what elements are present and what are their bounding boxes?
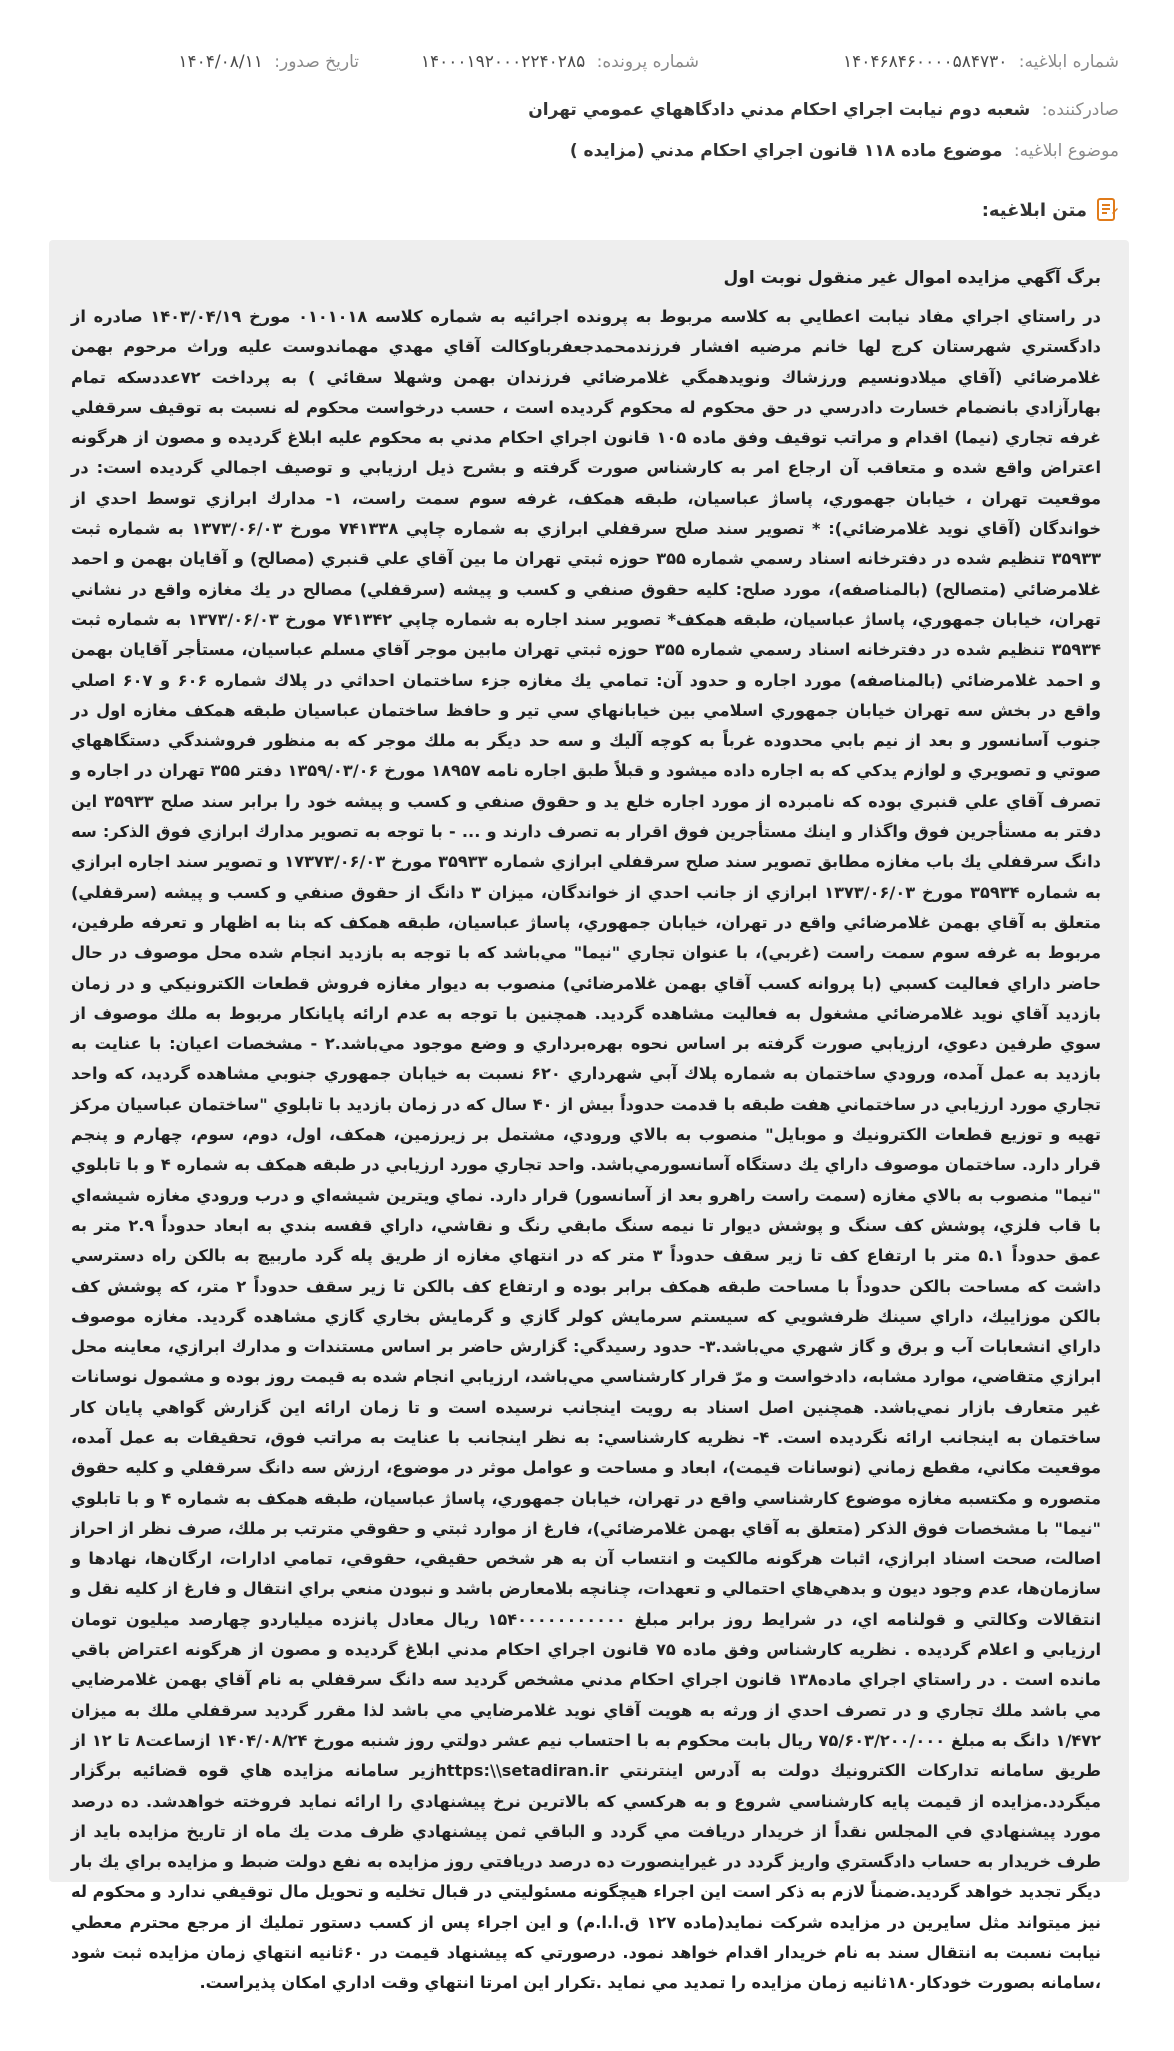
case-number-label: شماره پرونده: [596, 52, 699, 72]
subject: موضوع ماده ۱۱۸ قانون اجراي احکام مدني (مزایده ) [569, 141, 1003, 161]
section-title [982, 197, 1119, 223]
section-title-label: متن ابلاغیه: [981, 199, 1087, 221]
notice-number-field [843, 52, 1119, 72]
subject-row [55, 141, 1119, 161]
notice-heading: برگ آگهي مزايده اموال غير منقول نوبت اول [723, 268, 1101, 288]
issuer-label: صادرکننده: [1041, 100, 1119, 120]
header-meta-row [55, 52, 1119, 78]
subject-label: موضوع ابلاغیه: [1013, 141, 1119, 161]
issuer-row [55, 100, 1119, 120]
notice-body-card [49, 240, 1129, 1993]
notice-body-text: در راستاي اجراي مفاد نيابت اعطايي به كلاسه مربوط به پرونده اجرائيه به شماره كلاسه ۰۱۰۱۰۱۸ مورخ ۱۴۰۳/۰۴/۱۹ صادره از دادگستري شهرستان كرج لها خانم مرضيه افشار فرزندمحمدجعفرباوكالت آقاي مهدي مهماندوست عليه وراث مرحوم بهمن غلامرضائي (آقاي ميلادونسيم ورزشاك ونويدهمگي غلامرضائي فرزندان بهمن وشهلا سقائي ) به پرداخت ۷۲عددسكه تمام بهارآزادي بانضمام خسارت دادرسي در حق محكوم له محكوم گرديده است ، حسب درخواست محكوم له نسبت به توقيف سرقفلي غرفه تجاري (نيما) اقدام و مراتب توقيف وفق ماده ۱۰۵ قانون اجراي احكام مدني به محكوم عليه ابلاغ گرديده و مصون از هرگونه اعتراض واقع شده و متعاقب آن ارجاع امر به كارشناس صورت گرفته و بشرح ذيل ارزيابي و توصيف اجمالي گرديده است: در موقعيت تهران ، خيابان جهموري، پاساژ عباسيان، طبقه همكف، غرفه سوم سمت راست، ۱- مدارك ابرازي توسط احدي از خواندگان (آقاي نويد غلامرضائي): * تصوير سند صلح سرقفلي ابرازي به شماره چاپي ۷۴۱۳۳۸ مورخ ۱۳۷۳/۰۶/۰۳ به شماره ثبت ۳۵۹۳۳ تنظيم شده در دفترخانه اسناد رسمي شماره ۳۵۵ حوزه ثبتي تهران ما بين آقاي علي قنبري (مصالح) و آقايان بهمن و احمد غلامرضائي (متصالح) (بالمناصفه)، مورد صلح: كليه حقوق صنفي و كسب و پيشه (سرقفلي) مصالح در يك مغازه واقع در نشاني تهران، خيابان جمهوري، پاساژ عباسيان، طبقه همكف* تصوير سند اجاره به شماره چاپي ۷۴۱۳۴۲ مورخ ۱۳۷۳/۰۶/۰۳ به شماره ثبت ۳۵۹۳۴ تنظيم شده در دفترخانه اسناد رسمي شماره ۳۵۵ حوزه ثبتي تهران مابين موجر آقاي مسلم عباسيان، مستأجر آقايان بهمن و احمد غلامرضائي (بالمناصفه) مورد اجاره و حدود آن: تمامي يك مغازه جزء ساختمان احداثي در پلاك شماره ۶۰۶ و ۶۰۷ اصلي واقع در بخش سه تهران خيابان جمهوري اسلامي بين خيابانهاي سي تير و حافظ ساختمان عباسيان طبقه همكف مغازه اول در جنوب آسانسور و بعد از نيم بابي محدوده غرباً به كوچه آليك و سه حد ديگر به ملك موجر كه به منظور فروشندگي دستگاههاي صوتي و تصويري و لوازم يدكي كه به اجاره داده ميشود و قبلاً طبق اجاره نامه ۱۸۹۵۷ مورخ ۱۳۵۹/۰۳/۰۶ دفتر ۳۵۵ تهران در اجاره و تصرف آقاي علي قنبري بوده كه نامبرده از مورد اجاره خلع يد و حقوق صنفي و كسب و پيشه خود را برابر سند صلح ۳۵۹۳۳ اين دفتر به مستأجرين فوق واگذار و اينك مستأجرين فوق اقرار به تصرف دارند و ... - با توجه به تصوير مدارك ابرازي فوق الذكر: سه دانگ سرقفلي يك باب مغازه مطابق تصوير سند صلح سرقفلي ابرازي شماره ۳۵۹۳۳ مورخ ۱۷۳۷۳/۰۶/۰۳ و تصوير سند اجاره ابرازي به شماره ۳۵۹۳۴ مورخ ۱۳۷۳/۰۶/۰۳ ابرازي از جانب احدي از خواندگان، ميزان ۳ دانگ از حقوق صنفي و كسب و پيشه (سرقفلي) متعلق به آقاي بهمن غلامرضائي واقع در تهران، خيابان جمهوري، پاساژ عباسيان، طبقه همكف كه بنا به اظهار و تعرفه طرفين، مربوط به غرفه سوم سمت راست (غربي)، با عنوان تجاري "نيما" مي‌باشد كه با توجه به بازديد انجام شده محل موصوف در حال حاضر داراي فعاليت كسبي (با پروانه كسب آقاي بهمن غلامرضائي) منصوب به ديوار مغازه فروش قطعات الكترونيكي و در زمان بازديد آقاي نويد غلامرضائي مشغول به فعاليت مشاهده گرديد. همچنين با توجه به عدم ارائه پايانكار مربوط به ملك موصوف از سوي طرفين دعوي، ارزيابي صورت گرفته بر اساس نحوه بهره‌برداري و وضع موجود مي‌باشد.۲ - مشخصات اعيان: با عنايت به بازديد به عمل آمده، ورودي ساختمان به شماره پلاك آبي شهرداري ۶۲۰ نسبت به خيابان جمهوري جنوبي مشاهده گرديد، كه واحد تجاري مورد ارزيابي در ساختماني هفت طبقه با قدمت حدوداً بيش از ۴۰ سال كه در زمان بازديد با تابلوي "ساختمان عباسيان مركز تهيه و توزيع قطعات الكترونيك و موبايل" منصوب به بالاي ورودي، مشتمل بر زيرزمين، همكف، اول، دوم، سوم، چهارم و پنجم قرار دارد. ساختمان موصوف داراي يك دستگاه آسانسورمي‌باشد. واحد تجاري مورد ارزيابي در طبقه همكف به شماره ۴ و با تابلوي "نيما" منصوب به بالاي مغازه (سمت راست راهرو بعد از آسانسور) قرار دارد. نماي ويترين شيشه‌اي و درب ورودي مغازه شيشه‌اي با قاب فلزي، پوشش كف سنگ و پوشش ديوار تا نيمه سنگ مابقي رنگ و نقاشي، داراي قفسه بندي به ابعاد حدوداً ۲.۹ متر به عمق حدوداً ۵.۱ متر با ارتفاع كف تا زير سقف حدوداً ۳ متر كه در انتهاي مغازه از طريق پله گرد ماربيچ به بالكن راه دسترسي داشت كه مساحت بالكن حدوداً با مساحت طبقه همكف برابر بوده و ارتفاع كف بالكن تا زير سقف حدوداً ۲ متر، كه پوشش كف بالكن موزاييك، داراي سينك ظرفشويي كه سيستم سرمايش كولر گازي و گرمايش بخاري گازي مشاهده گرديد. مغازه موصوف داراي انشعابات آب و برق و گاز شهري مي‌باشد.۳- حدود رسيدگي: گزارش حاضر بر اساس مستندات و مدارك ابرازي، معاينه محل ابرازي متقاضي، موارد مشابه، دادخواست و مرّ قرار كارشناسي مي‌باشد، ارزيابي انجام شده به قيمت روز بوده و مشمول نوسانات غير متعارف بازار نمي‌باشد. همچنين اصل اسناد به رويت اينجانب نرسيده است و تا زمان ارائه اين گزارش گواهي پايان كار ساختمان به اينجانب ارائه نگرديده است. ۴- نظريه كارشناسي: به نظر اينجانب با عنايت به مراتب فوق، تحقيقات به عمل آمده، موقعيت مكاني، مقطع زماني (نوسانات قيمت)، ابعاد و مساحت و عوامل موثر در موضوع، ارزش سه دانگ سرقفلي و كليه حقوق متصوره و مكتسبه مغازه موضوع كارشناسي واقع در تهران، خيابان جمهوري، پاساژ عباسيان، طبقه همكف به شماره ۴ و با تابلوي "نيما" با مشخصات فوق الذكر (متعلق به آقاي بهمن غلامرضائي)، فارغ از موارد ثبتي و حقوقي مترتب بر ملك، صرف نظر از احراز اصالت، صحت اسناد ابرازي، اثبات هرگونه مالكيت و انتساب آن به هر شخص حقيقي، حقوقي، تمامي ادارات، ارگان‌ها، نهادها و سازمان‌ها، عدم وجود ديون و بدهي‌هاي احتمالي و تعهدات، چنانچه بلامعارض باشد و نبودن منعي براي انتقال و فارغ از كليه نقل و انتقالات وكالتي و قولنامه اي، در شرايط روز برابر مبلغ ۱۵۴۰۰۰۰۰۰۰۰۰۰۰ ريال معادل پانزده ميلياردو چهارصد ميليون تومان ارزيابي و اعلام گرديده . نظريه كارشناس وفق ماده ۷۵ قانون اجراي احكام مدني ابلاغ گرديده و مصون از هرگونه اعتراض باقي مانده است . در راستاي اجراي ماده۱۳۸ قانون اجراي احكام مدني مشخص گرديد سه دانگ سرقفلي به نام آقاي بهمن غلامرضايي مي باشد ملك تجاري و در تصرف احدي از ورثه به هويت آقاي نويد غلامرضايي مي باشد لذا مقرر گرديد سرقفلي ملك به ميزان ۱/۴۷۲ دانگ به مبلغ ۷۵/۶۰۳/۲۰۰/۰۰۰ ريال بابت محكوم به با احتساب نيم عشر دولتي روز شنبه مورخ ۱۴۰۴/۰۸/۲۴ ازساعت۸ تا ۱۲ از طريق سامانه تداركات الكترونيك دولت به آدرس اينترنتي https:\\setadiran.irزير سامانه مزايده هاي قوه قضائيه برگزار ميگردد.مزايده از قيمت پايه كارشناسي شروع و به هركسي كه بالاترين نرخ پيشنهادي را ارائه نمايد فروخته خواهدشد. ده درصد مورد پيشنهادي في المجلس نقداً از خريدار دريافت مي گردد و الباقي ثمن پيشنهادي ظرف مدت يك ماه از تاريخ مزايده بايد از طرف خريدار به حساب دادگستري واريز گردد در غيراينصورت ده درصد دريافتي روز مزايده به نفع دولت ضبط و مزايده براي يك بار ديگر تجديد خواهد گرديد.ضمناً لازم به ذكر است اين اجراء هيچگونه مسئوليتي در قبال تخليه و تحويل مال توقيفي ندارد و محكوم له نيز ميتواند مثل سايرين در مزايده شركت نمايد(ماده ۱۲۷ ق.ا.ا.م) و اين اجراء پس از كسب دستور تمليك از مرجع محترم معطي نيابت نسبت به انتقال سند به نام خريدار اقدام خواهد نمود. درصورتي كه پيشنهاد قيمت در ۶۰ثانيه انتهاي زمان مزايده ثبت شود ،سامانه بصورت خودكار۱۸۰ثانيه زمان مزايده را تمديد مي نمايد .تكرار اين امرتا انتهاي وقت اداري امكان پذيراست. [71, 307, 1102, 1993]
case-number: ۱۴۰۰۰۱۹۲۰۰۰۲۲۴۰۲۸۵ [420, 52, 586, 72]
notice-number: ۱۴۰۴۶۸۴۶۰۰۰۰۵۸۴۷۳۰ [843, 52, 1008, 72]
notice-header [0, 0, 1174, 221]
document-text-icon [1095, 197, 1119, 223]
issue-date: ۱۴۰۴/۰۸/۱۱ [178, 52, 263, 72]
case-number-field [421, 52, 699, 72]
issue-date-label: تاریخ صدور: [274, 52, 359, 72]
notice-number-label: شماره ابلاغیه: [1018, 52, 1119, 72]
issue-date-field [178, 52, 359, 72]
issuer: شعبه دوم نیابت اجراي احکام مدني دادگاههاي عمومي تهران [528, 100, 1031, 120]
